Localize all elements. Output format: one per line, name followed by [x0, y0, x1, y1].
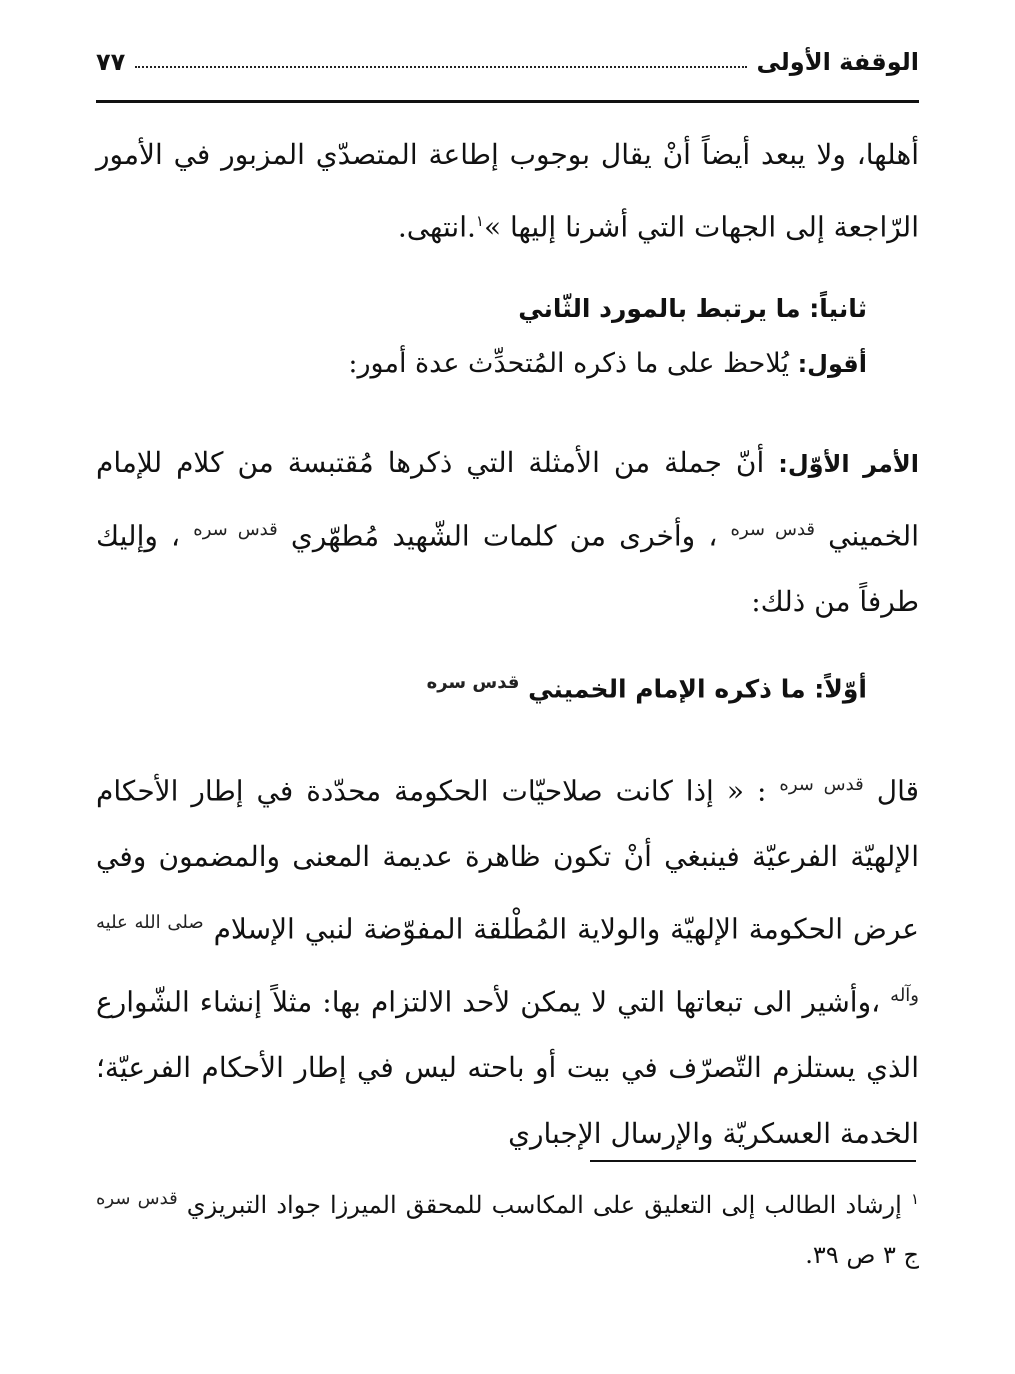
paragraph-1: أهلها، ولا يبعد أيضاً أنْ يقال بوجوب إطاعة المتصدّي المزبور في الأمور الرّاجعة إلى الجهات التي أشرنا إليها »$^١$.انتهى. — [96, 138, 919, 244]
aqool-line: أقول: يُلاحظ على ما ذكره المُتحدِّث عدة أمور: — [348, 348, 867, 379]
honorific-glyph: قدس سره — [730, 519, 815, 540]
footnote-ref: ١ — [475, 212, 484, 230]
honorific-glyph: صلى الله عليه وآله — [96, 912, 919, 1006]
running-header — [96, 36, 919, 76]
honorific-glyph: قدس سره — [779, 774, 864, 795]
aqool-label: أقول: — [797, 350, 867, 378]
footnote-marker: ١ — [910, 1190, 919, 1208]
paragraph-amr-awwal: الأمر الأوّل: أنّ جملة من الأمثلة التي ذكرها مُقتبسة من كلام للإمام الخميني $^{قدس سره}$ ، وأخرى من كلمات الشّهيد مُطهّري $^{قدس سره}$ ، وإليك طرفاً من ذلك: — [96, 446, 919, 619]
footnote: $^١$ إرشاد الطالب إلى التعليق على المكاسب للمحقق الميرزا جواد التبريزي $^{قدس سره}$ ج ٣ ص ٣٩. — [96, 1188, 919, 1269]
section-heading-3: أوّلاً: ما ذكره الإمام الخميني $^{قدس سره}$ — [426, 672, 867, 704]
chapter-title: الوقفة الأولى — [756, 48, 919, 76]
honorific-glyph: قدس سره — [193, 519, 278, 540]
amr-label: الأمر الأوّل: — [778, 450, 919, 478]
honorific-glyph: قدس سره — [96, 1188, 178, 1209]
section-heading-2: ثانياً: ما يرتبط بالمورد الثّاني — [518, 294, 867, 323]
page-number: ٧٧ — [96, 48, 126, 76]
header-rule — [96, 100, 919, 103]
paragraph-quote: قال $^{قدس سره}$ : « إذا كانت صلاحيّات الحكومة محدّدة في إطار الأحكام الإلهيّة الفرعيّة فينبغي أنْ تكون ظاهرة عديمة المعنى والمضمون وفي عرض الحكومة الإلهيّة والولاية المُطْلقة المفوّضة لنبي الإسلام $^{صلى الله عليه وآله}$ ،وأشير الى تبعاتها التي لا يمكن لأحد الالتزام بها: مثلاً إنشاء الشّوارع الذي يستلزم التّصرّف في بيت أو باحته ليس في إطار الأحكام الفرعيّة؛ الخدمة العسكريّة والإرسال الإجباري — [96, 774, 919, 1150]
footnote-rule — [590, 1160, 916, 1162]
honorific-glyph: قدس سره — [426, 672, 520, 693]
dotted-leader — [135, 66, 746, 68]
